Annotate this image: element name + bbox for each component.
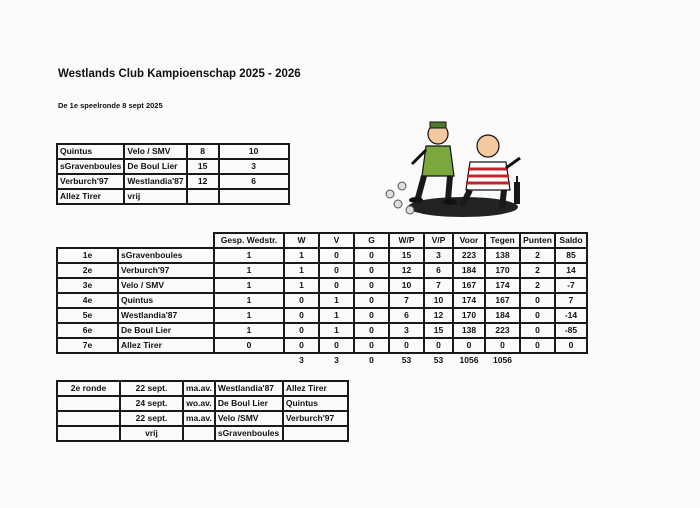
round-label xyxy=(57,426,120,441)
total-cell: 53 xyxy=(401,355,412,365)
table-row xyxy=(57,144,289,159)
stat-cell: 0 xyxy=(319,263,354,278)
stat-cell: -85 xyxy=(555,323,587,338)
table-row xyxy=(57,323,587,338)
header-cell: Saldo xyxy=(555,233,587,248)
table-row xyxy=(57,396,348,411)
stat-cell: 170 xyxy=(485,263,520,278)
team-cell: Quintus xyxy=(118,293,214,308)
header-cell xyxy=(57,233,118,248)
stat-cell: 0 xyxy=(284,308,319,323)
stat-cell: 1 xyxy=(319,293,354,308)
rank-cell: 6e xyxy=(57,323,118,338)
round2-schedule-table xyxy=(56,380,349,442)
header-cell: V xyxy=(319,233,354,248)
stat-cell: 3 xyxy=(424,248,453,263)
stat-cell: 138 xyxy=(453,323,485,338)
team-away: Verburch'97 xyxy=(283,411,348,426)
stat-cell: -14 xyxy=(555,308,587,323)
team-cell: De Boul Lier xyxy=(118,323,214,338)
score-away: 10 xyxy=(219,144,289,159)
header-cell: W/P xyxy=(389,233,424,248)
stat-cell: 0 xyxy=(319,278,354,293)
team-cell: Verburch'97 xyxy=(118,263,214,278)
stat-cell: 0 xyxy=(354,293,389,308)
score-home: 12 xyxy=(187,174,219,189)
stat-cell: 0 xyxy=(555,338,587,353)
stat-cell: 0 xyxy=(354,263,389,278)
stat-cell: 1 xyxy=(214,293,284,308)
score-away: 6 xyxy=(219,174,289,189)
date-cell: 22 sept. xyxy=(120,381,183,396)
total-cell: 0 xyxy=(369,355,374,365)
time-cell: wo.av. xyxy=(183,396,215,411)
team-away: Allez Tirer xyxy=(283,381,348,396)
team-home: sGravenboules xyxy=(215,426,283,441)
stat-cell: 174 xyxy=(485,278,520,293)
stat-cell: 1 xyxy=(214,323,284,338)
stat-cell: 7 xyxy=(389,293,424,308)
stat-cell: 138 xyxy=(485,248,520,263)
stat-cell: 10 xyxy=(389,278,424,293)
time-cell xyxy=(183,426,215,441)
team-home: sGravenboules xyxy=(57,159,124,174)
stat-cell: 170 xyxy=(453,308,485,323)
team-away: Westlandia'87 xyxy=(124,174,186,189)
round-label xyxy=(57,411,120,426)
header-cell xyxy=(118,233,214,248)
round-label xyxy=(57,396,120,411)
time-cell: ma.av. xyxy=(183,381,215,396)
stat-cell: 184 xyxy=(485,308,520,323)
team-cell: Allez Tirer xyxy=(118,338,214,353)
stat-cell: 1 xyxy=(284,263,319,278)
table-row xyxy=(57,263,587,278)
stat-cell: 2 xyxy=(520,263,555,278)
rank-cell: 1e xyxy=(57,248,118,263)
stat-cell: 0 xyxy=(389,338,424,353)
date-cell: 24 sept. xyxy=(120,396,183,411)
stat-cell: 0 xyxy=(319,338,354,353)
stat-cell: 15 xyxy=(424,323,453,338)
total-cell xyxy=(118,353,214,367)
stat-cell: 0 xyxy=(354,308,389,323)
stat-cell: -7 xyxy=(555,278,587,293)
team-away: vrij xyxy=(124,189,186,204)
table-row xyxy=(57,411,348,426)
team-cell: Westlandia'87 xyxy=(118,308,214,323)
stat-cell: 85 xyxy=(555,248,587,263)
date-cell: 22 sept. xyxy=(120,411,183,426)
stat-cell: 0 xyxy=(520,308,555,323)
score-away xyxy=(219,189,289,204)
totals-row xyxy=(57,353,587,367)
stat-cell: 0 xyxy=(319,248,354,263)
header-cell: V/P xyxy=(424,233,453,248)
stat-cell: 1 xyxy=(214,308,284,323)
stat-cell: 0 xyxy=(520,293,555,308)
stat-cell: 6 xyxy=(424,263,453,278)
stat-cell: 7 xyxy=(424,278,453,293)
stat-cell: 1 xyxy=(214,248,284,263)
stat-cell: 0 xyxy=(354,323,389,338)
stat-cell: 1 xyxy=(214,278,284,293)
total-cell xyxy=(520,353,555,367)
header-cell: Voor xyxy=(453,233,485,248)
stat-cell: 223 xyxy=(485,323,520,338)
table-row xyxy=(57,159,289,174)
table-header-row xyxy=(57,233,587,248)
stat-cell: 0 xyxy=(424,338,453,353)
team-cell: Velo / SMV xyxy=(118,278,214,293)
rank-cell: 4e xyxy=(57,293,118,308)
rank-cell: 2e xyxy=(57,263,118,278)
score-home: 15 xyxy=(187,159,219,174)
total-cell: 3 xyxy=(334,355,339,365)
team-away: Velo / SMV xyxy=(124,144,186,159)
round-label: 2e ronde xyxy=(57,381,120,396)
total-cell xyxy=(555,353,587,367)
header-cell: Gesp. Wedstr. xyxy=(214,233,284,248)
score-home: 8 xyxy=(187,144,219,159)
header-cell: G xyxy=(354,233,389,248)
team-home: De Boul Lier xyxy=(215,396,283,411)
standings-table xyxy=(56,232,588,367)
stat-cell: 1 xyxy=(284,248,319,263)
team-away xyxy=(283,426,348,441)
table-row xyxy=(57,426,348,441)
table-row xyxy=(57,381,348,396)
boules-players-illustration xyxy=(378,112,528,222)
table-row xyxy=(57,278,587,293)
rank-cell: 7e xyxy=(57,338,118,353)
stat-cell: 0 xyxy=(485,338,520,353)
team-home: Allez Tirer xyxy=(57,189,124,204)
rank-cell: 5e xyxy=(57,308,118,323)
rank-cell: 3e xyxy=(57,278,118,293)
header-cell: W xyxy=(284,233,319,248)
total-cell: 3 xyxy=(299,355,304,365)
time-cell: ma.av. xyxy=(183,411,215,426)
header-cell: Punten xyxy=(520,233,555,248)
total-cell: 53 xyxy=(433,355,444,365)
table-row xyxy=(57,293,587,308)
stat-cell: 0 xyxy=(453,338,485,353)
team-home: Verburch'97 xyxy=(57,174,124,189)
stat-cell: 10 xyxy=(424,293,453,308)
table-row xyxy=(57,189,289,204)
stat-cell: 167 xyxy=(485,293,520,308)
stat-cell: 1 xyxy=(319,323,354,338)
total-cell: 1056 xyxy=(493,355,512,365)
round1-results-table xyxy=(56,143,290,205)
team-away: De Boul Lier xyxy=(124,159,186,174)
stat-cell: 7 xyxy=(555,293,587,308)
total-cell xyxy=(214,353,284,367)
stat-cell: 0 xyxy=(284,338,319,353)
stat-cell: 167 xyxy=(453,278,485,293)
table-row xyxy=(57,338,587,353)
team-home: Quintus xyxy=(57,144,124,159)
team-away: Quintus xyxy=(283,396,348,411)
score-home xyxy=(187,189,219,204)
stat-cell: 174 xyxy=(453,293,485,308)
stat-cell: 0 xyxy=(354,248,389,263)
table-row xyxy=(57,248,587,263)
stat-cell: 15 xyxy=(389,248,424,263)
stat-cell: 223 xyxy=(453,248,485,263)
team-home: Westlandia'87 xyxy=(215,381,283,396)
stat-cell: 3 xyxy=(389,323,424,338)
stat-cell: 1 xyxy=(214,263,284,278)
stat-cell: 6 xyxy=(389,308,424,323)
stat-cell: 0 xyxy=(284,323,319,338)
stat-cell: 0 xyxy=(354,338,389,353)
stat-cell: 0 xyxy=(520,323,555,338)
score-away: 3 xyxy=(219,159,289,174)
stat-cell: 12 xyxy=(389,263,424,278)
table-row xyxy=(57,174,289,189)
header-cell: Tegen xyxy=(485,233,520,248)
stat-cell: 0 xyxy=(284,293,319,308)
page-title: Westlands Club Kampioenschap 2025 - 2026 xyxy=(58,68,301,80)
table-row xyxy=(57,308,587,323)
round-subtitle: De 1e speelronde 8 sept 2025 xyxy=(58,101,163,110)
stat-cell: 0 xyxy=(520,338,555,353)
stat-cell: 14 xyxy=(555,263,587,278)
total-cell xyxy=(57,353,118,367)
stat-cell: 12 xyxy=(424,308,453,323)
stat-cell: 1 xyxy=(284,278,319,293)
stat-cell: 0 xyxy=(354,278,389,293)
date-cell: vrij xyxy=(120,426,183,441)
stat-cell: 184 xyxy=(453,263,485,278)
team-cell: sGravenboules xyxy=(118,248,214,263)
stat-cell: 2 xyxy=(520,248,555,263)
total-cell: 1056 xyxy=(459,355,479,365)
stat-cell: 2 xyxy=(520,278,555,293)
stat-cell: 0 xyxy=(214,338,284,353)
stat-cell: 1 xyxy=(319,308,354,323)
team-home: Velo /SMV xyxy=(215,411,283,426)
